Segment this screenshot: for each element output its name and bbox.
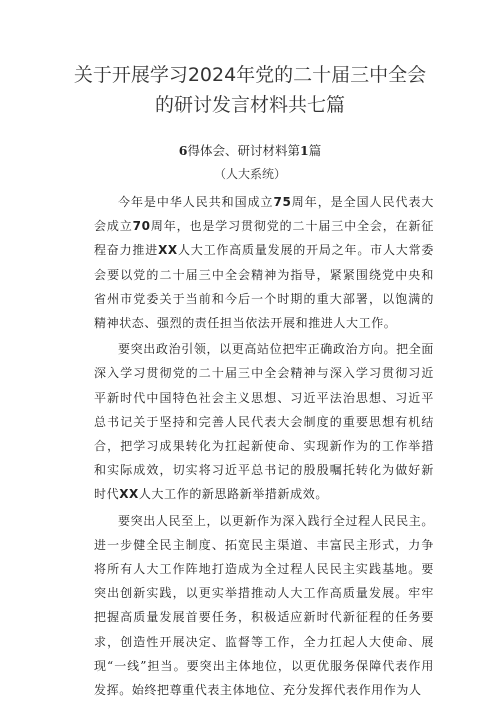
- body-text: [94, 190, 434, 702]
- paragraph-2: [94, 337, 434, 506]
- p1-text-a: 今年是中华人民共和国成立: [118, 195, 274, 209]
- title-line-1: 关于开展学习2024年党的二十届三中全会: [73, 64, 427, 86]
- p2-text-c: 人大工作的新思路新举措新成效。: [138, 487, 328, 502]
- p3-text: 要突出人民至上，以更新作为深入践行全过程人民民主。进一步健全民主制度、拓宽民主渠道、丰富民主形式，力争将所有人大工作阵地打造成为全过程人民民主实践基地。要突出创新实践，以更实举措推动人大工作高质量发展。牢牢把握高质量发展首要任务，积极适应新时代新征程的任务要求，创造性开展决定、监督等工作，全力扛起人大使命、展现“一线”担当。要突出主体地位，以更优服务保障代表作用发挥。始终把尊重代表主体地位、充分发挥代表作用作为人: [94, 513, 434, 698]
- p1-placeholder-xx: XX: [158, 243, 178, 258]
- title-line-2: 的研讨发言材料共七篇: [154, 94, 345, 116]
- section-heading: [40, 142, 460, 160]
- p1-number-75: 75: [273, 195, 292, 209]
- p2-text-a: 要突出政治引领，以更高站位把牢正确政治方向。把全面深入学习贯彻党的二十届三中全会精神与深入学习贯彻习近平新时代中国特色社会主义思想、习近平法治思想、习近平总书记关于坚持和完善人民代表大会制度的重要思想有机结合，把学习成果转化为扛起新使命、实现新作为的工作举措和实际成效，切实将习近平总书记的殷殷嘱托转化为做好新时代: [94, 342, 434, 502]
- paragraph-3: [94, 509, 434, 703]
- heading-text: 得体会、研讨材料第: [187, 143, 300, 158]
- heading-suffix: 篇: [308, 143, 322, 158]
- p1-text-g: 人大工作高质量发展的开局之年。市人大常委会要以党的二十届三中全会精神为指导，紧紧围绕党中央和省州市党委关于当前和今后一个时期的重大部署，以饱满的精神状态、强烈的责任担当依法开展和推进人大工作。: [94, 243, 434, 331]
- p1-text-c: 周年，是全国人民代表大会成立: [94, 195, 434, 234]
- document-title: [40, 60, 460, 120]
- p1-text-e: 周年，也是学习贯彻党的二十届三中全会，在新征程奋力推进: [94, 219, 434, 258]
- section-subheading: （人大系统）: [213, 167, 286, 181]
- heading-number-2: 1: [300, 143, 309, 158]
- p1-number-70: 70: [132, 219, 151, 234]
- p2-placeholder-xx: XX: [119, 487, 139, 502]
- heading-number: 6: [178, 143, 188, 158]
- paragraph-1: [94, 190, 434, 335]
